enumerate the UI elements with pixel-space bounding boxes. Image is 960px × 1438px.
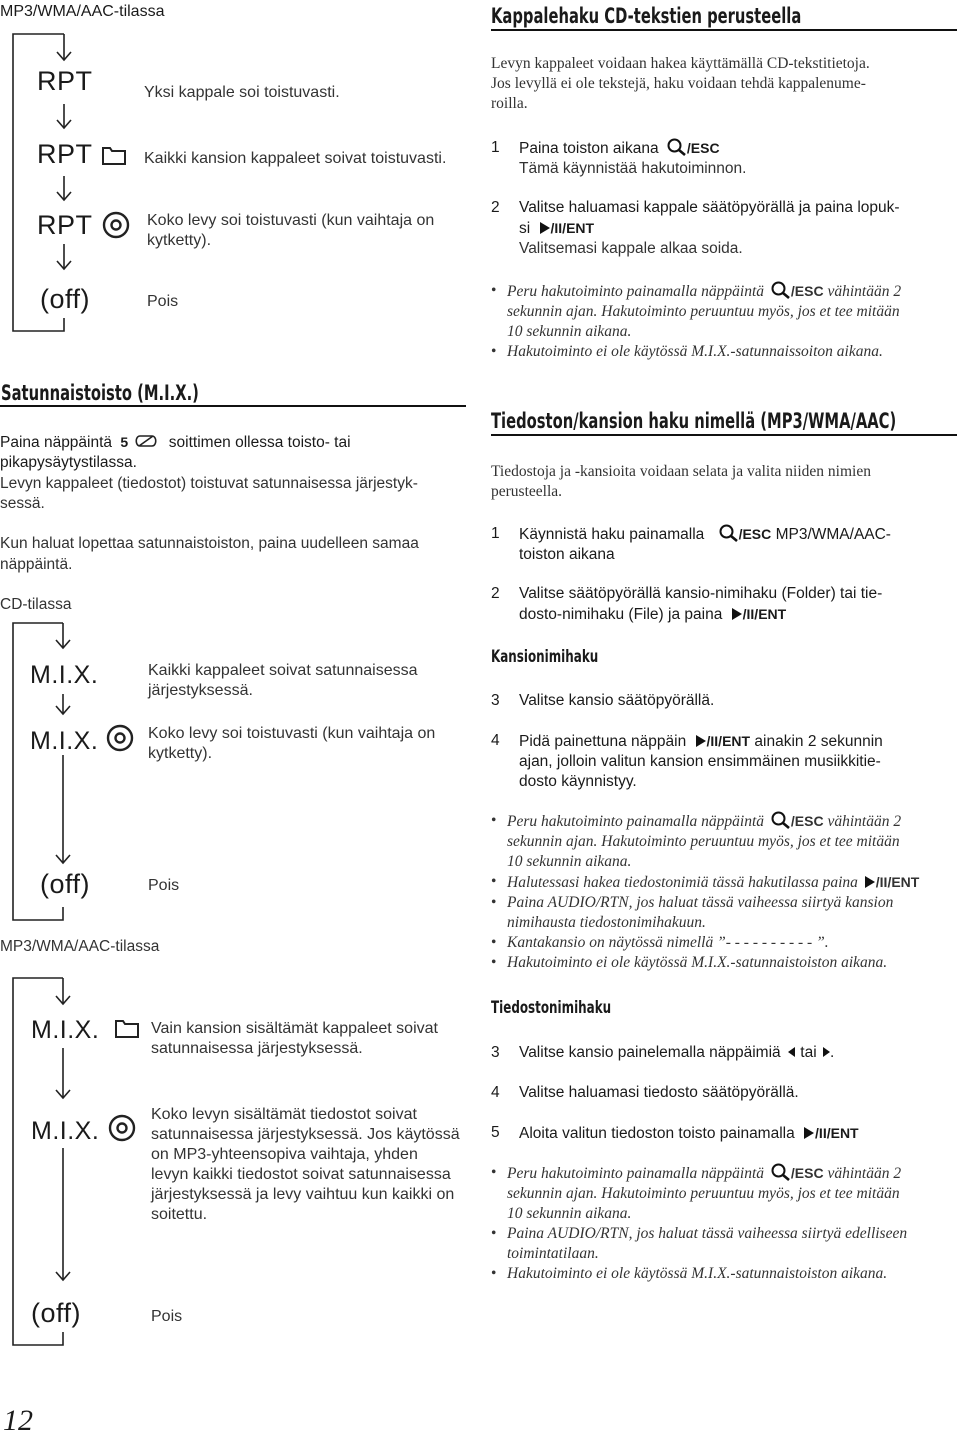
- folder-note-cancel: [491, 811, 959, 872]
- folder-icon: [101, 144, 127, 166]
- file-step-2-text: Valitse säätöpyörällä kansio-nimihaku (Folder) tai tie-: [519, 585, 883, 602]
- file-step-4: [491, 731, 951, 792]
- ent-key-label: /II/ENT: [550, 220, 595, 236]
- off-label-1: (off): [40, 284, 91, 314]
- pois-label-3: Pois: [151, 1308, 183, 1325]
- cd-intro-line: roilla.: [491, 95, 528, 112]
- mix-mp3-desc-2-line: Koko levyn sisältämät tiedostot soivat: [151, 1106, 417, 1123]
- file-step-3-text: Valitse kansio säätöpyörällä.: [519, 692, 715, 709]
- page-number: 12: [3, 1404, 33, 1437]
- filename-step-5-text: Aloita valitun tiedoston toisto painamalla: [519, 1125, 795, 1142]
- filename-note-audio: [491, 1224, 959, 1264]
- play-pause-icon: [731, 608, 743, 620]
- folder-note-root: • Kantakansio on näytössä nimellä ”- - - - - - - - - - ”.: [491, 933, 959, 953]
- file-step-4-text-d: dosto käynnistyy.: [519, 773, 637, 790]
- filename-step-5: [491, 1123, 951, 1144]
- note-text: Halutessasi hakea tiedostonimiä tässä hakutilassa paina: [507, 874, 858, 891]
- mix-label-cd-1: M.I.X.: [30, 661, 99, 689]
- step-number: 2: [491, 585, 500, 602]
- note-text: • Paina AUDIO/RTN, jos haluat tässä vaiheessa siirtyä kansion: [507, 894, 894, 911]
- search-icon: [771, 1163, 791, 1181]
- folder-note-mix: • Hakutoiminto ei ole käytössä M.I.X.-satunnaistoiston aikana.: [491, 953, 959, 973]
- play-pause-icon: [539, 222, 551, 234]
- play-pause-icon: [864, 876, 876, 888]
- esc-key-label: /ESC: [790, 1165, 824, 1181]
- random-p2-line2: sessä.: [0, 495, 45, 512]
- note-text: 10 sekunnin aikana.: [507, 323, 632, 340]
- file-intro-line: perusteella.: [491, 483, 563, 500]
- filename-search-subheading: Tiedostonimihaku: [491, 998, 612, 1018]
- pois-label-2: Pois: [148, 877, 180, 894]
- heading-rule-left: [0, 405, 466, 407]
- step-number: 1: [491, 139, 500, 156]
- file-intro: [491, 462, 871, 502]
- mix-mp3-desc-2-line: satunnaisessa järjestyksessä. Jos käytössä: [151, 1126, 460, 1143]
- cd-step-2-text: Valitse haluamasi kappale säätöpyörällä ja paina lopuk-: [519, 199, 900, 216]
- cd-note-mix: • Hakutoiminto ei ole käytössä M.I.X.-satunnaissoiton aikana.: [491, 342, 956, 362]
- cd-step-2-result: Valitsemasi kappale alkaa soida.: [519, 240, 743, 257]
- esc-key-label: /ESC: [790, 813, 824, 829]
- folder-icon: [114, 1017, 140, 1039]
- search-icon: [771, 811, 791, 829]
- cd-step-2-text-b: si: [519, 220, 531, 237]
- note-text: Peru hakutoiminto painamalla näppäintä: [507, 813, 765, 830]
- filename-note-cancel: [491, 1163, 959, 1224]
- cd-mode-label: CD-tilassa: [0, 596, 72, 613]
- file-step-1: [491, 524, 951, 565]
- rpt-label-1: RPT: [37, 66, 93, 96]
- step-number: 3: [491, 692, 500, 709]
- disc-icon: [102, 211, 130, 239]
- cd-intro-line: Levyn kappaleet voidaan hakea käyttämällä CD-tekstitietoja.: [491, 55, 870, 72]
- note-text: Peru hakutoiminto painamalla näppäintä: [507, 283, 765, 300]
- ent-key-label: /II/ENT: [875, 874, 920, 890]
- note-text: • Paina AUDIO/RTN, jos haluat tässä vaiheessa siirtyä edelliseen: [507, 1225, 908, 1242]
- mix-mp3-desc-2: [151, 1105, 460, 1225]
- folder-note-filesearch: [491, 872, 959, 893]
- step-number: 5: [491, 1124, 500, 1141]
- play-pause-icon: [803, 1127, 815, 1139]
- mode-label-bottom: MP3/WMA/AAC-tilassa: [0, 938, 160, 955]
- off-label-2: (off): [40, 869, 91, 899]
- folder-search-subheading: Kansionimihaku: [491, 647, 599, 667]
- cd-notes: [491, 281, 956, 362]
- cd-note-cancel: [491, 281, 956, 342]
- step-number: 4: [491, 732, 500, 749]
- folder-notes: [491, 811, 959, 973]
- ent-key-label: /II/ENT: [815, 1125, 859, 1141]
- random-p3-line2: näppäintä.: [0, 556, 73, 573]
- shuffle-icon: [134, 434, 158, 448]
- random-heading: Satunnaistoisto (M.I.X.): [1, 381, 199, 405]
- mix-desc-1b: järjestyksessä.: [148, 682, 253, 699]
- cd-text-search-heading: Kappalehaku CD-tekstien perusteella: [491, 4, 802, 28]
- pois-label-1: Pois: [147, 293, 179, 310]
- filename-step-3-text: Valitse kansio painelemalla näppäimiä: [519, 1044, 781, 1061]
- file-step-4-text-c: ajan, jolloin valitun kansion ensimmäinen musiikkitie-: [519, 753, 881, 770]
- mix-desc-2b: kytketty).: [148, 745, 213, 762]
- step-number: 1: [491, 525, 500, 542]
- random-p1-line2: pikapysäytystilassa.: [0, 454, 137, 471]
- file-step-2-text-b: dosto-nimihaku (File) ja paina: [519, 606, 723, 623]
- search-icon: [771, 281, 791, 299]
- file-intro-line: Tiedostoja ja -kansioita voidaan selata ja valita niiden nimien: [491, 463, 871, 480]
- esc-key-label: /ESC: [790, 283, 824, 299]
- heading-rule-right-2: [491, 434, 957, 436]
- note-text: sekunnin ajan. Hakutoiminto peruuntuu myös, jos et tee mitään: [507, 833, 900, 850]
- mix-mp3-desc-2-line: järjestyksessä ja levy vaihtuu kun kaikki on: [151, 1186, 455, 1203]
- right-arrow-icon: [822, 1047, 830, 1057]
- ent-key-label: /II/ENT: [742, 606, 787, 622]
- mix-desc-1a: Kaikki kappaleet soivat satunnaisessa: [148, 662, 418, 679]
- note-text: 10 sekunnin aikana.: [507, 1205, 632, 1222]
- note-text: toimintatilaan.: [507, 1245, 599, 1262]
- cd-step-1-text: Paina toiston aikana: [519, 140, 659, 157]
- file-step-1-text-b: MP3/WMA/AAC-: [775, 526, 891, 543]
- rpt-desc-1: Yksi kappale soi toistuvasti.: [144, 84, 340, 101]
- step-number: 3: [491, 1044, 500, 1061]
- search-icon: [667, 138, 687, 156]
- note-text: sekunnin ajan. Hakutoiminto peruuntuu myös, jos et tee mitään: [507, 1185, 900, 1202]
- mix-label-cd-2: M.I.X.: [30, 727, 99, 755]
- ent-key-label: /II/ENT: [706, 733, 751, 749]
- rpt-label-3: RPT: [37, 210, 93, 240]
- mix-mp3-desc-2-line: on MP3-yhteensopiva vaihtaja, yhden: [151, 1146, 418, 1163]
- cd-intro-line: Jos levyllä ei ole tekstejä, haku voidaan tehdä kappalenume-: [491, 75, 866, 92]
- mix-label-mp3-1: M.I.X.: [31, 1016, 100, 1044]
- cd-step-1: [491, 138, 951, 179]
- file-step-1-text-c: toiston aikana: [519, 546, 615, 563]
- off-label-3: (off): [31, 1298, 82, 1328]
- mix-mp3-desc-2-line: levyn kaikki tiedostot soivat satunnaisessa: [151, 1166, 451, 1183]
- note-text: Peru hakutoiminto painamalla näppäintä: [507, 1165, 765, 1182]
- note-text: vähintään 2: [827, 1165, 902, 1182]
- random-p1-text-b: soittimen ollessa toisto- tai: [168, 434, 351, 451]
- note-text: vähintään 2: [827, 283, 902, 300]
- note-text: 10 sekunnin aikana.: [507, 853, 632, 870]
- random-p1-text-a: Paina näppäintä: [0, 434, 113, 451]
- key-5: 5: [120, 434, 129, 450]
- esc-key-label: /ESC: [738, 526, 772, 542]
- heading-rule-right-1: [491, 29, 957, 31]
- left-arrow-icon: [788, 1047, 796, 1057]
- filename-step-4: [491, 1083, 951, 1103]
- rpt-desc-3b: kytketty).: [147, 232, 212, 249]
- filename-step-3: 3 Valitse kansio painelemalla näppäimiä tai .: [491, 1044, 835, 1061]
- mix-desc-2a: Koko levy soi toistuvasti (kun vaihtaja on: [148, 725, 436, 742]
- search-icon: [719, 524, 739, 542]
- file-step-4-text-b: ainakin 2 sekunnin: [754, 733, 883, 750]
- note-text: nimihausta tiedostonimihakuun.: [507, 914, 706, 931]
- random-p3-line1: Kun haluat lopettaa satunnaistoiston, paina uudelleen samaa: [0, 535, 419, 552]
- cd-step-1-result: Tämä käynnistää hakutoiminnon.: [519, 160, 747, 177]
- note-text: sekunnin ajan. Hakutoiminto peruuntuu myös, jos et tee mitään: [507, 303, 900, 320]
- mix-mp3-desc-1a: Vain kansion sisältämät kappaleet soivat: [151, 1020, 438, 1037]
- note-text: vähintään 2: [827, 813, 902, 830]
- rpt-desc-3a: Koko levy soi toistuvasti (kun vaihtaja on: [147, 212, 435, 229]
- random-p1-line1: [0, 432, 351, 453]
- cd-step-2: [491, 198, 951, 259]
- disc-icon: [108, 1114, 136, 1142]
- mode-label-top: MP3/WMA/AAC-tilassa: [0, 3, 165, 20]
- file-step-1-text: Käynnistä haku painamalla: [519, 526, 705, 543]
- esc-key-label: /ESC: [686, 140, 720, 156]
- file-step-4-text: Pidä painettuna näppäin: [519, 733, 687, 750]
- cd-intro: [491, 54, 870, 114]
- random-p2-line1: Levyn kappaleet (tiedostot) toistuvat satunnaisessa järjestyk-: [0, 475, 418, 492]
- disc-icon: [106, 724, 134, 752]
- file-step-3: [491, 691, 951, 711]
- mix-label-mp3-2: M.I.X.: [31, 1117, 100, 1145]
- step-number: 4: [491, 1084, 500, 1101]
- rpt-label-2: RPT: [37, 139, 93, 169]
- filename-notes: [491, 1163, 959, 1284]
- play-pause-icon: [695, 735, 707, 747]
- mix-mp3-desc-2-line: soitettu.: [151, 1206, 208, 1223]
- filename-step-4-text: Valitse haluamasi tiedosto säätöpyörällä.: [519, 1084, 799, 1101]
- step-number: 2: [491, 199, 500, 216]
- rpt-cycle-diagram: [0, 0, 480, 400]
- filename-step-3-text-b: tai: [800, 1044, 817, 1061]
- file-step-2: [491, 584, 951, 625]
- mix-mp3-desc-1b: satunnaisessa järjestyksessä.: [151, 1040, 363, 1057]
- file-folder-search-heading: Tiedoston/kansion haku nimellä (MP3/WMA/AAC): [491, 409, 897, 433]
- folder-note-audio: [491, 893, 959, 933]
- rpt-desc-2: Kaikki kansion kappaleet soivat toistuvasti.: [144, 150, 447, 167]
- filename-note-mix: • Hakutoiminto ei ole käytössä M.I.X.-satunnaistoiston aikana.: [491, 1264, 959, 1284]
